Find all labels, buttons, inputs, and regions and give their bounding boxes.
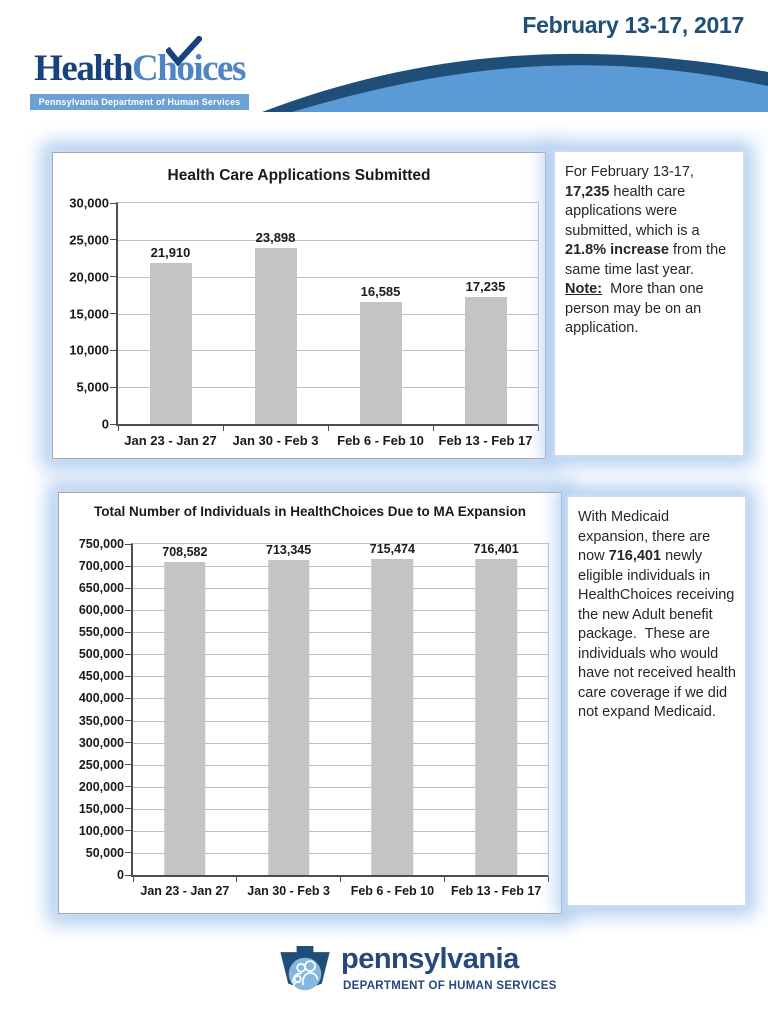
x-axis-tick-mark xyxy=(444,877,445,882)
bar xyxy=(164,562,206,875)
bar-value-label: 23,898 xyxy=(255,229,296,245)
pennsylvania-keystone-logo xyxy=(277,945,333,1004)
bar xyxy=(475,559,517,875)
logo-health-text: Health xyxy=(34,48,133,89)
ma-expansion-chart-plot xyxy=(78,537,549,898)
y-axis-tick-label: 650,000 xyxy=(78,581,124,596)
y-axis-tick-mark xyxy=(125,742,131,743)
y-axis-tick-mark xyxy=(110,239,116,240)
x-axis-category-label: Feb 6 - Feb 10 xyxy=(337,433,424,448)
y-axis-tick-mark xyxy=(125,566,131,567)
bar-value-label: 21,910 xyxy=(150,244,191,260)
y-axis-tick-label: 0 xyxy=(117,868,124,882)
y-axis-tick-mark xyxy=(125,632,131,633)
y-axis-tick-mark xyxy=(110,424,116,425)
y-axis-tick-label: 150,000 xyxy=(78,801,124,816)
ma-expansion-note-box xyxy=(568,497,745,905)
bar-value-label: 17,235 xyxy=(465,279,506,295)
x-axis-category-label: Jan 30 - Feb 3 xyxy=(247,884,330,898)
gridline xyxy=(118,240,538,241)
bar xyxy=(150,263,192,424)
bar-value-label: 713,345 xyxy=(266,543,312,558)
ma-expansion-note-text xyxy=(568,497,745,723)
y-axis-tick-mark xyxy=(125,830,131,831)
y-axis-tick-label: 10,000 xyxy=(69,342,109,358)
text-segment: For February 13-17, xyxy=(565,164,694,180)
y-axis-tick-mark xyxy=(125,808,131,809)
report-date-title: February 13-17, 2017 xyxy=(522,12,744,38)
y-axis-tick-mark xyxy=(110,203,116,204)
text-segment: 716,401 xyxy=(608,548,662,564)
x-axis-category-label: Jan 30 - Feb 3 xyxy=(232,433,319,448)
bar xyxy=(255,248,297,424)
y-axis-tick-mark xyxy=(110,350,116,351)
bar-value-label: 715,474 xyxy=(369,542,415,557)
text-segment: With Medicaid expansion, there are now xyxy=(578,509,711,564)
text-segment: health care applications were submitted, which is a xyxy=(565,183,700,239)
y-axis-tick-label: 450,000 xyxy=(78,669,124,684)
x-axis-tick-mark xyxy=(538,426,539,431)
text-segment: from the same time last year. xyxy=(565,242,727,278)
x-axis-tick-mark xyxy=(118,426,119,431)
y-axis-tick-label: 0 xyxy=(101,416,109,432)
bar xyxy=(360,302,402,424)
y-axis-tick-label: 750,000 xyxy=(78,537,124,551)
x-axis-tick-mark xyxy=(328,426,329,431)
x-axis-tick-mark xyxy=(548,877,549,882)
ma-expansion-chart-box xyxy=(58,492,562,914)
logo-choices-text: Choices xyxy=(132,48,245,89)
y-axis-tick-mark xyxy=(125,654,131,655)
y-axis-tick-mark xyxy=(110,276,116,277)
x-axis-category-label: Feb 6 - Feb 10 xyxy=(350,884,435,898)
text-segment: newly eligible individuals in HealthChoices receiving the new Adult benefit package. These are individuals who would have not received health care coverage if we did not expand Medicaid. xyxy=(578,548,736,720)
bar xyxy=(268,560,310,875)
y-axis-tick-label: 200,000 xyxy=(78,779,124,794)
x-axis-tick-mark xyxy=(340,877,341,882)
y-axis-tick-label: 350,000 xyxy=(78,713,124,728)
bar xyxy=(465,297,507,424)
x-axis-tick-mark xyxy=(433,426,434,431)
bar-value-label: 716,401 xyxy=(473,541,519,556)
y-axis-tick-label: 15,000 xyxy=(69,306,109,321)
text-segment: Note: xyxy=(565,281,603,297)
y-axis-tick-mark xyxy=(110,387,116,388)
y-axis-tick-label: 500,000 xyxy=(78,647,124,662)
healthchoices-logo xyxy=(30,46,249,110)
y-axis-tick-label: 50,000 xyxy=(85,845,124,860)
text-segment: More than one person may be on an application. xyxy=(565,281,704,336)
y-axis-tick-label: 100,000 xyxy=(78,823,124,838)
checkmark-icon xyxy=(166,36,202,66)
y-axis-tick-mark xyxy=(125,698,131,699)
applications-chart-title: Health Care Applications Submitted xyxy=(167,167,431,184)
x-axis-tick-mark xyxy=(236,877,237,882)
y-axis-tick-mark xyxy=(125,676,131,677)
y-axis-tick-mark xyxy=(125,875,131,876)
y-axis-tick-label: 20,000 xyxy=(69,269,109,285)
y-axis-tick-mark xyxy=(125,720,131,721)
y-axis-tick-label: 700,000 xyxy=(78,559,124,574)
applications-note-text xyxy=(555,152,743,339)
y-axis-tick-label: 400,000 xyxy=(78,691,124,706)
logo-tagline: Pennsylvania Department of Human Services xyxy=(30,94,249,110)
y-axis-tick-mark xyxy=(125,588,131,589)
text-segment: 17,235 xyxy=(565,183,610,200)
x-axis-tick-mark xyxy=(133,877,134,882)
y-axis-tick-label: 550,000 xyxy=(78,625,124,640)
y-axis-tick-label: 5,000 xyxy=(76,379,109,395)
applications-chart-plot xyxy=(69,195,539,448)
y-axis-tick-label: 250,000 xyxy=(78,757,124,772)
y-axis-tick-mark xyxy=(125,786,131,787)
y-axis-tick-label: 300,000 xyxy=(78,735,124,750)
applications-chart-box xyxy=(52,152,546,459)
applications-note-box xyxy=(555,152,743,455)
bar-value-label: 16,585 xyxy=(360,283,401,299)
y-axis-tick-label: 600,000 xyxy=(78,603,124,618)
x-axis-tick-mark xyxy=(223,426,224,431)
x-axis-category-label: Feb 13 - Feb 17 xyxy=(438,433,533,448)
y-axis-tick-mark xyxy=(125,852,131,853)
x-axis-category-label: Jan 23 - Jan 27 xyxy=(124,433,217,448)
bar-value-label: 708,582 xyxy=(162,545,208,560)
x-axis-category-label: Feb 13 - Feb 17 xyxy=(450,884,542,898)
y-axis-tick-mark xyxy=(110,313,116,314)
healthchoices-wordmark xyxy=(30,46,249,94)
x-axis-category-label: Jan 23 - Jan 27 xyxy=(140,884,230,898)
ma-expansion-chart-title: Total Number of Individuals in HealthChoices Due to MA Expansion xyxy=(93,504,527,519)
footer-brand-text: pennsylvania xyxy=(341,943,519,975)
y-axis-tick-mark xyxy=(125,610,131,611)
y-axis-tick-label: 25,000 xyxy=(69,232,109,248)
footer-department-text: DEPARTMENT OF HUMAN SERVICES xyxy=(343,980,557,992)
y-axis-tick-mark xyxy=(125,544,131,545)
bar xyxy=(372,559,414,875)
y-axis-tick-label: 30,000 xyxy=(69,195,109,211)
text-segment: 21.8% increase xyxy=(565,242,669,258)
y-axis-tick-mark xyxy=(125,764,131,765)
